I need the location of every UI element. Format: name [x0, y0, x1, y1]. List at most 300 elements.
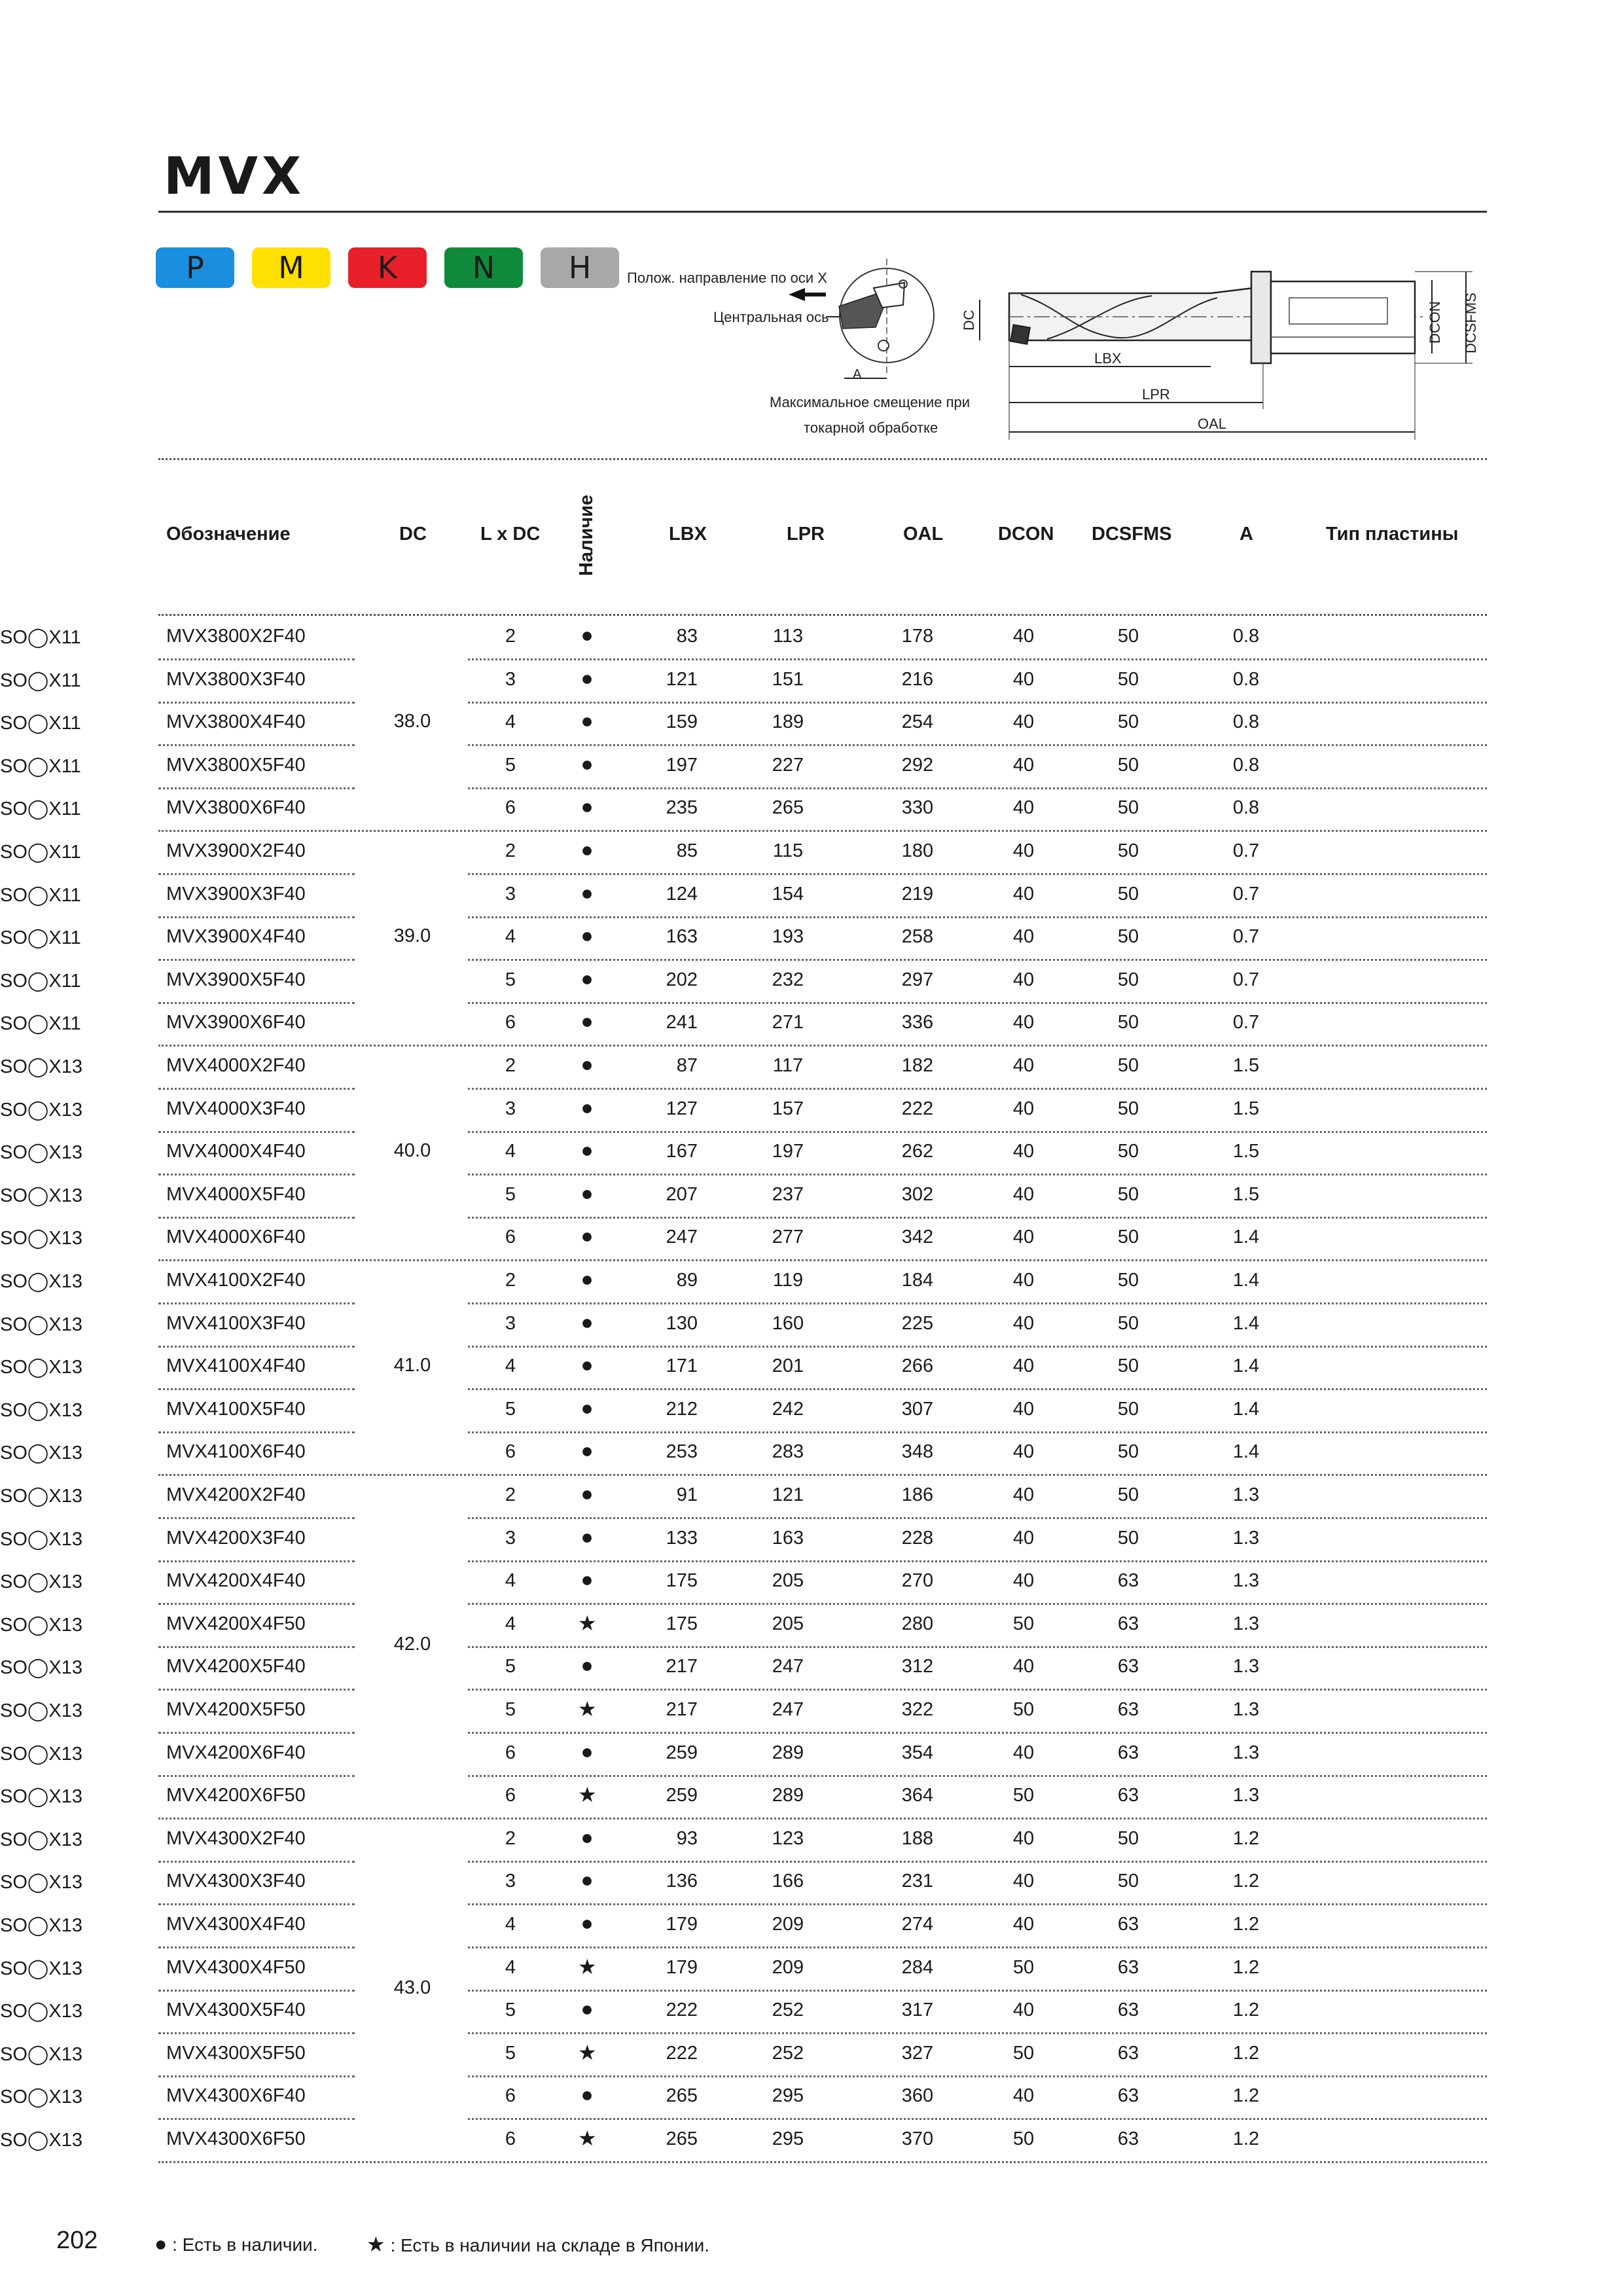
cell-dcsfms: 50: [1117, 1827, 1139, 1849]
cell-lbx: 197: [666, 754, 698, 776]
cell-dcon: 40: [1012, 1398, 1035, 1420]
label-dcsfms: DCSFMS: [1463, 293, 1479, 353]
cell-insert: SO◯X13: [0, 1657, 82, 1679]
cell-lbx: 259: [666, 1742, 698, 1763]
cell-lpr: 271: [772, 1012, 804, 1033]
table-row: [0, 960, 1623, 1003]
cell-lbx: 130: [666, 1312, 698, 1334]
cell-a: 1.5: [1232, 1141, 1260, 1162]
cell-insert: SO◯X13: [0, 1786, 82, 1808]
cell-lxdc: 4: [505, 926, 516, 948]
group-dc: 42.0: [393, 1634, 431, 1655]
cell-dcon: 50: [1012, 1785, 1035, 1806]
cell-code: MVX3800X2F40: [166, 626, 306, 647]
cell-a: 0.8: [1232, 668, 1260, 690]
cell-lpr: 252: [772, 2000, 804, 2021]
cell-insert: SO◯X11: [0, 970, 81, 992]
cell-lxdc: 3: [505, 1312, 516, 1334]
cell-stock: ●: [580, 1911, 594, 1935]
cell-lpr: 163: [772, 1527, 804, 1549]
table-row: [0, 2119, 1623, 2162]
table-row: [0, 1304, 1623, 1347]
cell-a: 1.2: [1232, 1956, 1260, 1978]
header-code: Обозначение: [166, 524, 291, 545]
cell-lxdc: 3: [505, 1527, 516, 1549]
cell-code: MVX4200X4F40: [166, 1570, 306, 1592]
cell-stock: ●: [580, 1868, 594, 1892]
cell-dcsfms: 50: [1117, 883, 1139, 905]
cell-lbx: 171: [666, 1355, 698, 1377]
table-row: [0, 617, 1623, 660]
cell-lbx: 207: [666, 1183, 698, 1205]
cell-dcsfms: 50: [1117, 711, 1139, 733]
table-row: [0, 1819, 1623, 1862]
page-title: MVX: [164, 147, 306, 206]
cell-dcon: 40: [1012, 1312, 1035, 1334]
table-row: [0, 1604, 1623, 1647]
header-lbx: LBX: [669, 524, 707, 545]
cell-stock: ●: [580, 1353, 594, 1377]
cell-oal: 262: [901, 1141, 934, 1162]
cell-lbx: 136: [666, 1871, 698, 1892]
cell-stock: ●: [580, 751, 594, 776]
cell-lbx: 167: [666, 1141, 698, 1162]
cell-code: MVX4000X6F40: [166, 1227, 306, 1248]
cell-stock: ●: [580, 1138, 594, 1162]
label-dc: DC: [961, 310, 977, 331]
cell-stock: ●: [580, 1568, 594, 1592]
cell-lpr: 289: [772, 1785, 804, 1806]
table-row: [0, 1990, 1623, 2034]
header-dcsfms: DCSFMS: [1092, 524, 1172, 545]
cell-dcsfms: 63: [1117, 1656, 1139, 1677]
cell-lxdc: 5: [505, 1699, 516, 1720]
cell-dcsfms: 63: [1117, 1613, 1139, 1634]
cell-code: MVX4100X3F40: [166, 1312, 306, 1334]
table-row: [0, 1046, 1623, 1089]
cell-lbx: 85: [676, 840, 698, 861]
cell-a: 0.8: [1232, 797, 1260, 819]
cell-lpr: 295: [772, 2085, 804, 2107]
cell-insert: SO◯X11: [0, 842, 81, 863]
cell-dcon: 50: [1012, 1613, 1035, 1634]
table-row: [0, 660, 1623, 703]
cell-stock: ●: [580, 1739, 594, 1763]
cell-oal: 360: [901, 2085, 934, 2107]
cell-code: MVX4200X2F40: [166, 1484, 306, 1505]
cell-code: MVX3800X4F40: [166, 711, 306, 733]
label-dcon: DCON: [1427, 301, 1443, 344]
cell-code: MVX3900X5F40: [166, 969, 306, 990]
cell-lxdc: 5: [505, 2042, 516, 2064]
cell-dcsfms: 50: [1117, 1012, 1139, 1033]
cell-insert: SO◯X11: [0, 755, 81, 777]
cell-insert: SO◯X13: [0, 1743, 82, 1765]
label-a: A: [853, 367, 862, 382]
cell-dcsfms: 50: [1117, 1055, 1139, 1076]
cell-dcon: 50: [1012, 2042, 1035, 2064]
table-row: [0, 1261, 1623, 1304]
table-row: [0, 1003, 1623, 1046]
cell-dcsfms: 50: [1117, 840, 1139, 861]
cell-dcsfms: 63: [1117, 1956, 1139, 1978]
cell-dcsfms: 50: [1117, 1484, 1139, 1505]
cell-insert: SO◯X13: [0, 1271, 82, 1292]
table-row: [0, 1390, 1623, 1433]
cell-dcon: 40: [1012, 1914, 1035, 1935]
cell-dcsfms: 50: [1117, 1441, 1139, 1463]
cell-stock: ●: [580, 966, 594, 990]
cell-stock: ★: [578, 1611, 597, 1635]
cell-dcon: 40: [1012, 1742, 1035, 1763]
group-dc: 41.0: [393, 1355, 431, 1376]
cell-stock: ●: [580, 709, 594, 733]
cell-oal: 254: [901, 711, 934, 733]
table-row: [0, 2076, 1623, 2119]
cell-dcon: 40: [1012, 1227, 1035, 1248]
cell-dcon: 40: [1012, 1570, 1035, 1592]
cell-a: 1.4: [1232, 1441, 1260, 1463]
header-lpr: LPR: [787, 524, 825, 545]
cell-oal: 364: [901, 1785, 934, 1806]
cell-oal: 180: [901, 840, 934, 861]
cell-lpr: 119: [772, 1270, 804, 1291]
cell-insert: SO◯X13: [0, 1614, 82, 1636]
group-dc: 39.0: [393, 925, 431, 946]
cell-lpr: 205: [772, 1613, 804, 1634]
cell-code: MVX3900X2F40: [166, 840, 306, 861]
cell-code: MVX4000X3F40: [166, 1098, 306, 1119]
table-row: [0, 1690, 1623, 1733]
cell-a: 1.2: [1232, 2085, 1260, 2107]
page-number: 202: [56, 2227, 98, 2254]
cell-oal: 330: [901, 797, 934, 819]
cell-stock: ●: [580, 1224, 594, 1248]
cell-dcsfms: 50: [1117, 626, 1139, 647]
legend-dot: [154, 2232, 318, 2256]
label-lpr: LPR: [1142, 386, 1170, 403]
cell-dcon: 40: [1012, 926, 1035, 948]
cell-code: MVX4100X4F40: [166, 1355, 306, 1377]
cell-insert: SO◯X11: [0, 798, 81, 820]
cell-dcsfms: 50: [1117, 1527, 1139, 1549]
cell-lbx: 159: [666, 711, 698, 733]
cell-stock: ●: [580, 1524, 594, 1549]
cell-lxdc: 4: [505, 1914, 516, 1935]
cell-dcon: 40: [1012, 1656, 1035, 1677]
cell-a: 0.8: [1232, 754, 1260, 776]
cell-lpr: 209: [772, 1956, 804, 1978]
cell-insert: SO◯X13: [0, 1185, 82, 1206]
table-row: [0, 1089, 1623, 1132]
label-oal: OAL: [1198, 416, 1227, 432]
cell-dcsfms: 50: [1117, 1098, 1139, 1119]
cell-a: 1.5: [1232, 1183, 1260, 1205]
cell-code: MVX3900X6F40: [166, 1012, 306, 1033]
cell-dcon: 40: [1012, 2085, 1035, 2107]
cell-dcsfms: 63: [1117, 2128, 1139, 2149]
table-row: [0, 2034, 1623, 2077]
cell-lbx: 133: [666, 1527, 698, 1549]
cell-lbx: 241: [666, 1012, 698, 1033]
cell-dcsfms: 50: [1117, 1227, 1139, 1248]
cell-lbx: 253: [666, 1441, 698, 1463]
cell-code: MVX4300X6F40: [166, 2085, 306, 2107]
label-pos-direction: Полож. направление по оси X: [627, 270, 827, 286]
cell-code: MVX4300X6F50: [166, 2128, 306, 2149]
cell-lxdc: 3: [505, 1098, 516, 1119]
cell-lbx: 93: [676, 1827, 698, 1849]
cell-insert: SO◯X13: [0, 2001, 82, 2022]
table-row: [0, 1132, 1623, 1175]
cell-code: MVX4200X3F40: [166, 1527, 306, 1549]
cell-insert: SO◯X13: [0, 1528, 82, 1550]
cell-lxdc: 5: [505, 1398, 516, 1420]
cell-a: 1.3: [1232, 1742, 1260, 1763]
cell-dcsfms: 50: [1117, 969, 1139, 990]
cell-stock: ●: [580, 623, 594, 647]
cell-stock: ●: [580, 1439, 594, 1463]
cell-a: 1.3: [1232, 1613, 1260, 1634]
label-max-offset-2: токарной обработке: [804, 420, 938, 436]
cell-oal: 231: [901, 1871, 934, 1892]
cell-lxdc: 3: [505, 883, 516, 905]
cell-lbx: 247: [666, 1227, 698, 1248]
table-row: [0, 1346, 1623, 1390]
cell-lxdc: 5: [505, 969, 516, 990]
cell-insert: SO◯X13: [0, 2043, 82, 2065]
cell-lxdc: 5: [505, 754, 516, 776]
cell-oal: 184: [901, 1270, 934, 1291]
cell-dcsfms: 50: [1117, 926, 1139, 948]
cell-lpr: 193: [772, 926, 804, 948]
cell-lbx: 265: [666, 2128, 698, 2149]
cell-dcsfms: 63: [1117, 2042, 1139, 2064]
group-dc: 43.0: [393, 1977, 431, 1999]
cell-lpr: 113: [772, 626, 804, 647]
cell-code: MVX4000X2F40: [166, 1055, 306, 1076]
cell-code: MVX3800X3F40: [166, 668, 306, 690]
cell-code: MVX3800X5F40: [166, 754, 306, 776]
cell-dcsfms: 63: [1117, 2000, 1139, 2021]
material-badge-n: N: [444, 247, 523, 288]
cell-a: 0.8: [1232, 626, 1260, 647]
cell-dcon: 40: [1012, 1055, 1035, 1076]
table-row: [0, 788, 1623, 831]
cell-a: 1.2: [1232, 1827, 1260, 1849]
cell-a: 1.3: [1232, 1570, 1260, 1592]
material-badge-h: H: [541, 247, 619, 288]
cell-oal: 225: [901, 1312, 934, 1334]
table-row: [0, 874, 1623, 918]
cell-lbx: 87: [676, 1055, 698, 1076]
cell-lbx: 202: [666, 969, 698, 990]
cell-lxdc: 5: [505, 1183, 516, 1205]
cell-lbx: 222: [666, 2000, 698, 2021]
row-divider: [158, 2161, 1487, 2163]
cell-lxdc: 6: [505, 797, 516, 819]
cell-lpr: 123: [772, 1827, 804, 1849]
cell-lxdc: 3: [505, 668, 516, 690]
cell-dcsfms: 63: [1117, 1742, 1139, 1763]
cell-dcon: 40: [1012, 1355, 1035, 1377]
cell-dcsfms: 50: [1117, 1312, 1139, 1334]
cell-a: 1.5: [1232, 1055, 1260, 1076]
cell-dcsfms: 50: [1117, 1141, 1139, 1162]
group-dc: 38.0: [393, 711, 431, 732]
label-lbx: LBX: [1094, 350, 1122, 367]
header-dc: DC: [399, 524, 427, 545]
cell-oal: 258: [901, 926, 934, 948]
cell-lpr: 160: [772, 1312, 804, 1334]
cell-stock: ●: [580, 1009, 594, 1033]
cell-lbx: 175: [666, 1613, 698, 1634]
material-badge-p: P: [156, 247, 234, 288]
cell-dcon: 40: [1012, 1441, 1035, 1463]
cell-dcsfms: 63: [1117, 1570, 1139, 1592]
cell-lpr: 166: [772, 1871, 804, 1892]
table-row: [0, 1561, 1623, 1604]
cell-stock: ●: [580, 666, 594, 690]
cell-dcon: 40: [1012, 1098, 1035, 1119]
cell-oal: 222: [901, 1098, 934, 1119]
cell-lpr: 277: [772, 1227, 804, 1248]
table-row: [0, 1475, 1623, 1518]
cell-oal: 317: [901, 2000, 934, 2021]
cell-lbx: 217: [666, 1656, 698, 1677]
cell-code: MVX4000X5F40: [166, 1183, 306, 1205]
legend-dot-icon: ●: [154, 2232, 168, 2255]
cell-a: 1.4: [1232, 1270, 1260, 1291]
cell-lxdc: 4: [505, 711, 516, 733]
cell-stock: ●: [580, 795, 594, 819]
legend-star-icon: ★: [366, 2233, 385, 2256]
cell-oal: 336: [901, 1012, 934, 1033]
cell-lbx: 163: [666, 926, 698, 948]
cell-lbx: 259: [666, 1785, 698, 1806]
cell-lpr: 189: [772, 711, 804, 733]
cell-stock: ★: [578, 1783, 597, 1807]
header-lxdc: L x DC: [480, 524, 541, 545]
cell-code: MVX4100X2F40: [166, 1270, 306, 1291]
cell-code: MVX4200X5F40: [166, 1656, 306, 1677]
material-badge-m: M: [252, 247, 330, 288]
label-max-offset-1: Максимальное смещение при: [770, 394, 971, 410]
cell-lxdc: 4: [505, 1613, 516, 1634]
material-badge-k: K: [348, 247, 427, 288]
cell-lpr: 117: [772, 1055, 804, 1076]
cell-dcon: 40: [1012, 1871, 1035, 1892]
cell-lbx: 127: [666, 1098, 698, 1119]
legend-dot-text: : Есть в наличии.: [172, 2234, 318, 2255]
cell-insert: SO◯X13: [0, 1443, 82, 1464]
header-a: A: [1240, 524, 1253, 545]
cell-dcsfms: 63: [1117, 2085, 1139, 2107]
cell-dcsfms: 50: [1117, 754, 1139, 776]
cell-a: 1.3: [1232, 1785, 1260, 1806]
cell-a: 1.2: [1232, 1914, 1260, 1935]
group-dc: 40.0: [393, 1140, 431, 1161]
cell-insert: SO◯X11: [0, 927, 81, 949]
cell-a: 1.2: [1232, 1871, 1260, 1892]
cell-a: 1.3: [1232, 1656, 1260, 1677]
cell-oal: 270: [901, 1570, 934, 1592]
cell-lxdc: 6: [505, 1012, 516, 1033]
cell-lbx: 265: [666, 2085, 698, 2107]
table-row: [0, 1175, 1623, 1218]
cell-lpr: 283: [772, 1441, 804, 1463]
table-row: [0, 1776, 1623, 1819]
cell-insert: SO◯X13: [0, 1829, 82, 1850]
cell-lxdc: 4: [505, 1141, 516, 1162]
cell-lxdc: 2: [505, 1484, 516, 1505]
cell-stock: ●: [580, 2083, 594, 2107]
cell-lpr: 237: [772, 1183, 804, 1205]
cell-oal: 219: [901, 883, 934, 905]
cell-dcon: 40: [1012, 797, 1035, 819]
cell-dcon: 50: [1012, 2128, 1035, 2149]
cell-insert: SO◯X11: [0, 627, 81, 648]
cell-insert: SO◯X13: [0, 1099, 82, 1121]
cell-dcon: 40: [1012, 1827, 1035, 1849]
cell-stock: ●: [580, 838, 594, 861]
cell-oal: 327: [901, 2042, 934, 2064]
cell-lxdc: 2: [505, 626, 516, 647]
cell-oal: 342: [901, 1227, 934, 1248]
cell-a: 1.3: [1232, 1484, 1260, 1505]
cell-dcon: 40: [1012, 1527, 1035, 1549]
label-center-axis: Центральная ось: [713, 309, 829, 325]
cell-lpr: 151: [772, 668, 804, 690]
cell-oal: 266: [901, 1355, 934, 1377]
table-row: [0, 1647, 1623, 1690]
cell-oal: 312: [901, 1656, 934, 1677]
header-oal: OAL: [903, 524, 944, 545]
cell-lxdc: 5: [505, 1656, 516, 1677]
cell-lbx: 121: [666, 668, 698, 690]
table-row: [0, 1861, 1623, 1905]
cell-lbx: 217: [666, 1699, 698, 1720]
cell-dcon: 40: [1012, 668, 1035, 690]
cell-code: MVX4100X5F40: [166, 1398, 306, 1420]
cell-oal: 188: [901, 1827, 934, 1849]
cell-code: MVX4200X6F40: [166, 1742, 306, 1763]
cell-oal: 216: [901, 668, 934, 690]
cell-a: 1.2: [1232, 2042, 1260, 2064]
cell-lpr: 232: [772, 969, 804, 990]
cell-lpr: 247: [772, 1699, 804, 1720]
cell-insert: SO◯X11: [0, 713, 81, 734]
cell-insert: SO◯X13: [0, 2087, 82, 2108]
cell-a: 1.2: [1232, 2000, 1260, 2021]
cell-dcsfms: 50: [1117, 1355, 1139, 1377]
cell-a: 0.7: [1232, 840, 1260, 861]
cell-a: 1.5: [1232, 1098, 1260, 1119]
cell-lpr: 115: [772, 840, 804, 861]
cell-a: 0.7: [1232, 969, 1260, 990]
cell-insert: SO◯X13: [0, 1915, 82, 1936]
cell-a: 1.4: [1232, 1355, 1260, 1377]
cell-stock: ●: [580, 1395, 594, 1420]
cell-oal: 178: [901, 626, 934, 647]
cell-a: 1.4: [1232, 1227, 1260, 1248]
cell-stock: ●: [580, 924, 594, 948]
cell-oal: 302: [901, 1183, 934, 1205]
cell-oal: 182: [901, 1055, 934, 1076]
cell-insert: SO◯X13: [0, 1142, 82, 1164]
cell-lpr: 157: [772, 1098, 804, 1119]
cell-stock: ●: [580, 1997, 594, 2021]
